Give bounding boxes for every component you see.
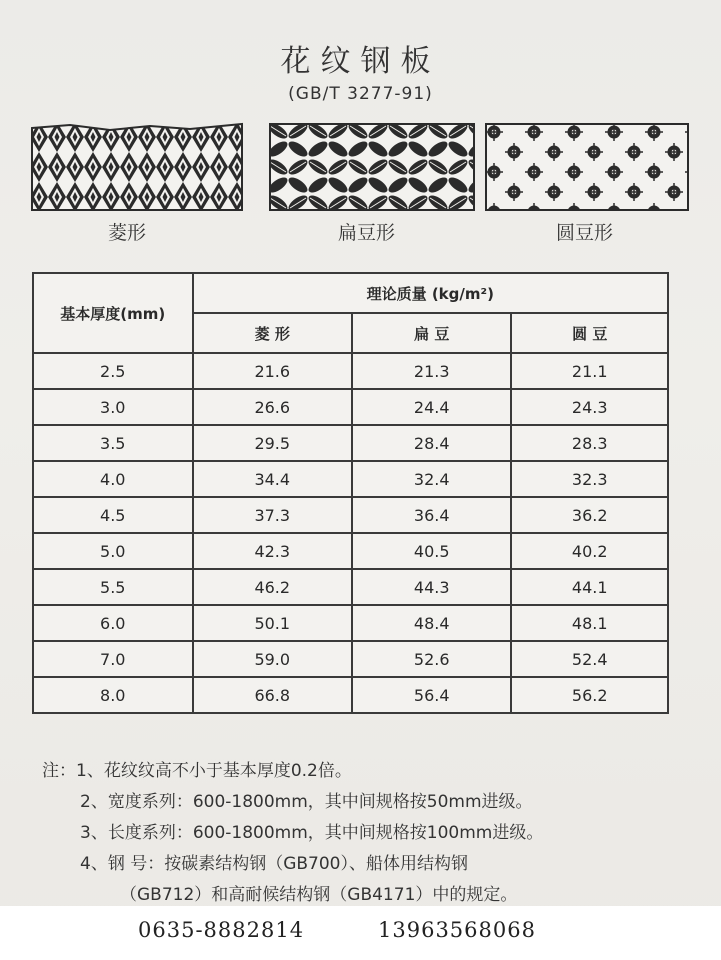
note-line: 注：1、花纹纹高不小于基本厚度0.2倍。: [42, 761, 352, 781]
table-cell: 52.6: [352, 641, 511, 677]
table-cell: 28.3: [511, 425, 668, 461]
table-cell: 2.5: [33, 353, 193, 389]
pattern-label-lentil: 扁豆形: [338, 222, 396, 244]
pattern-label-diamond: 菱形: [108, 222, 147, 244]
note-line: 3、长度系列：600-1800mm，其中间规格按100mm进级。: [80, 823, 544, 843]
notes-block: [42, 756, 692, 911]
thickness-header: 基本厚度(mm): [33, 273, 193, 353]
mass-table: [32, 272, 669, 714]
table-cell: 28.4: [352, 425, 511, 461]
table-cell: 32.3: [511, 461, 668, 497]
table-cell: 40.2: [511, 533, 668, 569]
table-cell: 24.3: [511, 389, 668, 425]
table-cell: 46.2: [193, 569, 352, 605]
table-row: [33, 569, 668, 605]
table-cell: 4.5: [33, 497, 193, 533]
contact-banner: [0, 906, 721, 960]
table-cell: 56.2: [511, 677, 668, 713]
table-cell: 56.4: [352, 677, 511, 713]
round-bean-pattern-icon: [484, 122, 690, 212]
table-cell: 26.6: [193, 389, 352, 425]
table-cell: 59.0: [193, 641, 352, 677]
diamond-pattern-icon: [30, 122, 244, 212]
table-cell: 24.4: [352, 389, 511, 425]
table-cell: 21.1: [511, 353, 668, 389]
pattern-label-round-bean: 圆豆形: [556, 222, 614, 244]
table-cell: 42.3: [193, 533, 352, 569]
table-cell: 48.4: [352, 605, 511, 641]
lentil-pattern-icon: [268, 122, 476, 212]
table-cell: 48.1: [511, 605, 668, 641]
table-cell: 44.1: [511, 569, 668, 605]
note-line: （GB712）和高耐候结构钢（GB4171）中的规定。: [120, 885, 518, 905]
table-cell: 3.5: [33, 425, 193, 461]
table-row: [33, 605, 668, 641]
table-cell: 21.3: [352, 353, 511, 389]
table-cell: 7.0: [33, 641, 193, 677]
table-cell: 34.4: [193, 461, 352, 497]
table-cell: 6.0: [33, 605, 193, 641]
table-cell: 40.5: [352, 533, 511, 569]
table-cell: 36.2: [511, 497, 668, 533]
phone-number: 0635-8882814: [138, 918, 305, 942]
document-subtitle: (GB/T 3277-91): [288, 84, 433, 104]
table-row: [33, 389, 668, 425]
document-title: 花纹钢板: [280, 44, 441, 79]
table-cell: 37.3: [193, 497, 352, 533]
mass-header: 理论质量 (kg/m²): [193, 273, 668, 313]
table-cell: 3.0: [33, 389, 193, 425]
table-row: [33, 641, 668, 677]
table-cell: 36.4: [352, 497, 511, 533]
column-header: 菱 形: [193, 313, 352, 353]
table-cell: 21.6: [193, 353, 352, 389]
table-row: [33, 353, 668, 389]
table-cell: 66.8: [193, 677, 352, 713]
table-cell: 5.0: [33, 533, 193, 569]
table-row: [33, 533, 668, 569]
table-cell: 29.5: [193, 425, 352, 461]
table-cell: 52.4: [511, 641, 668, 677]
table-row: [33, 425, 668, 461]
table-cell: 44.3: [352, 569, 511, 605]
note-line: 2、宽度系列：600-1800mm，其中间规格按50mm进级。: [80, 792, 533, 812]
table-cell: 32.4: [352, 461, 511, 497]
table-cell: 4.0: [33, 461, 193, 497]
table-cell: 50.1: [193, 605, 352, 641]
mobile-number: 13963568068: [378, 918, 536, 942]
table-row: [33, 677, 668, 713]
table-row: [33, 497, 668, 533]
note-line: 4、钢 号：按碳素结构钢（GB700）、船体用结构钢: [80, 854, 469, 874]
table-cell: 5.5: [33, 569, 193, 605]
table-row: [33, 461, 668, 497]
column-header: 扁 豆: [352, 313, 511, 353]
column-header: 圆 豆: [511, 313, 668, 353]
table-cell: 8.0: [33, 677, 193, 713]
